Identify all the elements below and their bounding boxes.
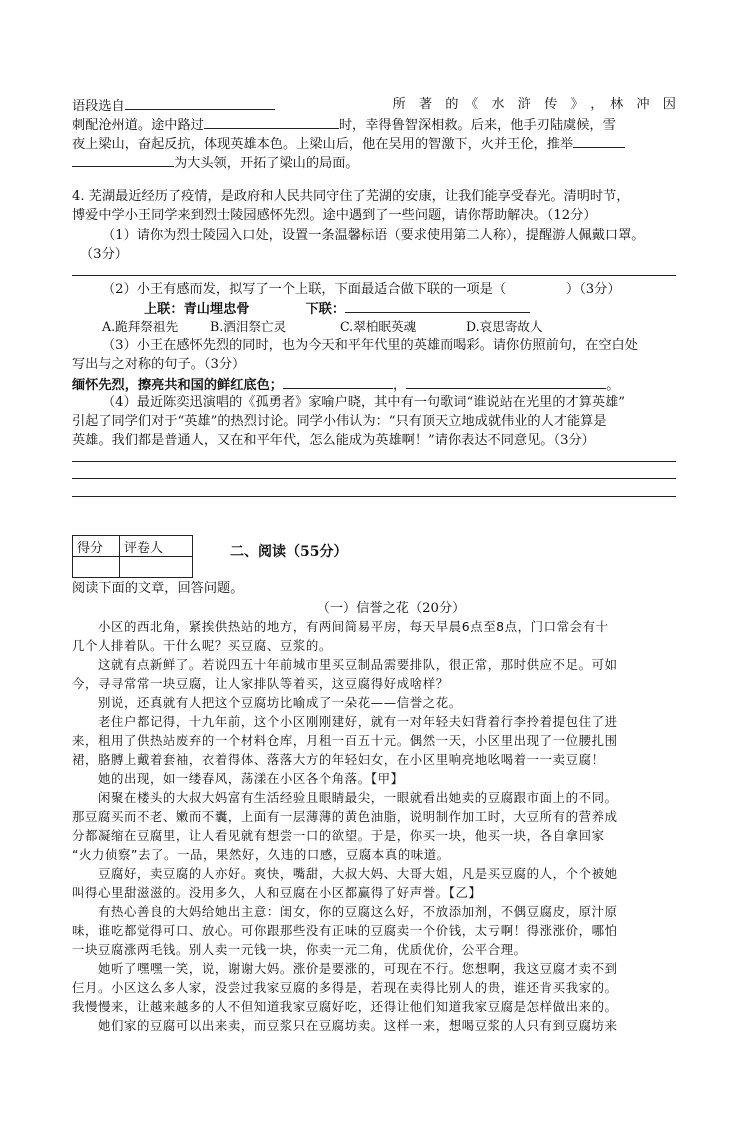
passage-line: 这就有点新鲜了。若说四五十年前城市里买豆制品需要排队，很正常，那时供应不足。可如 (72, 657, 618, 672)
grader-header: 评卷人 (120, 536, 193, 557)
passage-line: “火力侦察”去了。一品，果然好，久违的口感，豆腐本真的味道。 (72, 847, 450, 862)
example-sentence (72, 374, 676, 395)
q4-part4-c: 英雄。我们都是普通人，又在和平年代，怎么能成为英雄啊！”请你表达不同意见。（3分） (72, 433, 595, 448)
q3-text: 刺配沧州道。途中路过 (72, 118, 204, 133)
passage-line: 豆腐好，卖豆腐的人亦好。爽快，嘴甜，大叔大妈、大哥大姐，凡是买豆腐的人，个个被她 (72, 866, 618, 881)
passage-line: 闲聚在楼头的大叔大妈富有生活经验且眼睛最尖，一眼就看出她卖的豆腐跟市面上的不同。 (72, 790, 618, 805)
q4-part3-b: 写出与之对称的句子。（3分） (72, 357, 246, 372)
passage-line: 她的出现，如一缕春风，荡漾在小区各个角落。【甲】 (72, 771, 404, 786)
q4-text: ）（3分） (566, 282, 621, 297)
q4-options (72, 317, 676, 336)
passage-line: 她们家的豆腐可以出来卖，而豆浆只在豆腐坊卖。这样一来，想喝豆浆的人只有到豆腐坊来 (72, 1018, 618, 1033)
answer-line[interactable] (72, 496, 676, 497)
score-table (72, 535, 193, 578)
passage-line: 几个人排着队。干什么呢？买豆腐、豆浆的。 (72, 638, 332, 653)
couplet (72, 298, 676, 319)
passage-line: 味，谁吃都觉得可口、放心。可你跟那些没有正味的豆腐卖一个价钱，太亏啊！得涨涨价，哪怕 (72, 923, 618, 938)
grader-cell[interactable] (120, 557, 193, 578)
score-header: 得分 (73, 536, 120, 557)
passage-line: 分都凝缩在豆腐里，让人看见就有想尝一口的欲望。于是，你买一块，他买一块，各自拿回家 (72, 828, 605, 843)
answer-blank[interactable] (72, 152, 174, 167)
answer-line[interactable] (72, 275, 676, 276)
option-a[interactable]: A.跪拜祭祖先 (102, 319, 179, 334)
passage-line: 我慢慢来，让越来越多的人不但知道我家豆腐好吃，还得让他们知道我家豆腐是怎样做出来的。 (72, 999, 618, 1014)
comma: ， (393, 378, 407, 393)
passage-line: 来，租用了供热站废弃的一个材料仓库，月租一百五十元。偶然一天，小区里出现了一位腰扎围 (72, 733, 618, 748)
answer-blank[interactable] (125, 95, 275, 110)
passage-line: 有热心善良的大妈给她出主意：闺女，你的豆腐这么好，不放添加剂，不偶豆腐皮，原汁原 (72, 904, 618, 919)
q3-text: 为大头领，开拓了梁山的局面。 (174, 156, 359, 171)
q3-line-2 (72, 114, 676, 135)
passage-line: 裙，胳膊上戴着套袖，衣着得体、落落大方的年轻妇女，在小区里响亮地吆喝着一一卖豆腐！ (72, 752, 605, 767)
passage-line: 仨月。小区这么多人家，没尝过我家豆腐的多得是，若现在卖得比别人的贵，谁还肯买我家的。 (72, 980, 618, 995)
example-text: 缅怀先烈，擦亮共和国的鲜红底色； (72, 378, 283, 393)
passage-line: 老住户都记得，十九年前，这个小区刚刚建好，就有一对年轻夫妇背着行李拎着提包住了进 (72, 714, 618, 729)
upper-couplet-text: 青山埋忠骨 (183, 302, 250, 317)
answer-line[interactable] (72, 478, 676, 479)
q3-line-3 (72, 133, 676, 154)
reading-instruction: 阅读下面的文章，回答问题。 (72, 581, 244, 596)
q4-intro-2: 博爱中学小王同学来到烈士陵园感怀先烈。途中遇到了一些问题，请你帮助解决。（12分） (72, 208, 597, 223)
q3-text: 语段选自 (72, 99, 125, 114)
q3-line-4 (72, 152, 676, 173)
q3-line-1 (72, 95, 676, 116)
passage-line: 小区的西北角，紧挨供热站的地方，有两间简易平房，每天早晨6点至8点，门口常会有十 (72, 619, 609, 634)
answer-blank[interactable] (406, 374, 606, 389)
answer-blank[interactable] (345, 298, 530, 313)
answer-paren-blank[interactable] (506, 279, 566, 293)
q4-intro-1: 4. 芜湖最近经历了疫情，是政府和人民共同守住了芜湖的安康，让我们能享受春光。清明时节， (72, 189, 630, 204)
passage-line: 那豆腐买而不老、嫩而不囊，上面有一层薄薄的黄色油脂，说明制作加工时，大豆所有的营养成 (72, 809, 618, 824)
passage-line: 一块豆腐涨两毛钱。别人卖一元钱一块，你卖一元二角，优质优价，公平合理。 (72, 942, 527, 957)
passage-line: 别说，还真就有人把这个豆腐坊比喻成了一朵花——信誉之花。 (72, 695, 462, 710)
q3-text: 时，幸得鲁智深相救。后来，他手刃陆虞候，雪 (338, 118, 616, 133)
passage-line: 今，寻寻常常一块豆腐，让人家排队等着买，这豆腐得好成啥样？ (72, 676, 449, 691)
q4-part4: （4）最近陈奕迅演唱的《孤勇者》家喻户晓，其中有一句歌词“谁说站在光里的才算英雄” (102, 395, 625, 410)
q4-text: （2）小王有感而发，拟写了一个上联，下面最适合做下联的一项是（ (102, 282, 507, 297)
lower-couplet-label: 下联： (305, 302, 346, 317)
q3-text: 夜上梁山，奋起反抗，体现英雄本色。上梁山后，他在吴用的智激下，火并王伦，推举 (72, 137, 574, 152)
option-b[interactable]: B.洒泪祭亡灵 (210, 319, 287, 334)
section-title: 二、阅读（55分） (230, 544, 348, 560)
option-c[interactable]: C.翠柏眠英魂 (340, 319, 417, 334)
q3-text: 所 著 的 《 水 浒 传 》 ， 林 冲 因 (392, 97, 676, 112)
passage-title: （一）信誉之花（20分） (316, 601, 466, 616)
passage-line: 叫得心里甜滋滋的。没用多久，人和豆腐在小区都赢得了好声誉。【乙】 (72, 885, 482, 900)
score-cell[interactable] (73, 557, 120, 578)
q4-part3: （3）小王在感怀先烈的同时，也为今天和平年代里的英雄而喝彩。请你仿照前句，在空白处 (102, 338, 638, 353)
passage-line: 她听了嘿嘿一笑，说，谢谢大妈。涨价是要涨的，可现在不行。您想啊，我这豆腐才卖不到 (72, 961, 618, 976)
q4-part1: （1）请你为烈士陵园入口处，设置一条温馨标语（要求使用第二人称），提醒游人佩戴口罩。 (102, 228, 645, 243)
answer-blank[interactable] (283, 374, 393, 389)
answer-blank[interactable] (204, 114, 339, 129)
answer-blank[interactable] (573, 133, 625, 148)
period: 。 (606, 378, 620, 393)
q4-part2 (72, 279, 676, 299)
answer-line[interactable] (72, 461, 676, 462)
upper-couplet-label: 上联： (144, 302, 184, 317)
option-d[interactable]: D.哀思寄故人 (466, 319, 543, 334)
q4-part4-b: 引起了同学们对于“英雄”的热烈讨论。同学小伟认为：“只有顶天立地成就伟业的人才能算是 (72, 414, 607, 429)
q4-part1-score: （3分） (80, 247, 128, 262)
